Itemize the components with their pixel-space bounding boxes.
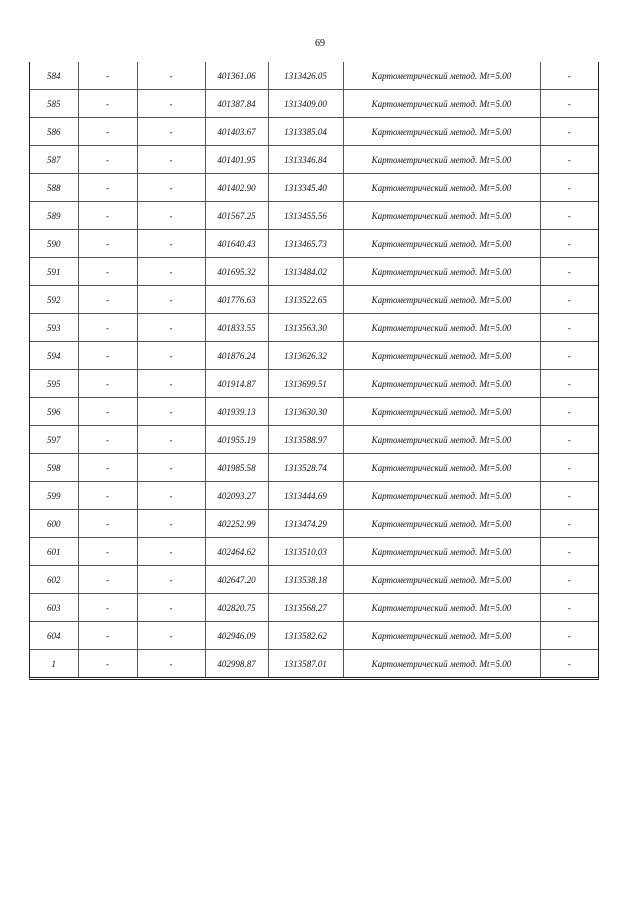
point-number-cell: 585 (30, 90, 78, 118)
table-row (30, 230, 598, 258)
method-cell: Картометрический метод. Mt=5.00 (343, 118, 540, 146)
x-coordinate-cell: 401776.63 (205, 286, 268, 314)
dash-cell-1: - (78, 174, 137, 202)
dash-cell-2: - (137, 510, 205, 538)
point-number-cell: 601 (30, 538, 78, 566)
dash-cell-3: - (540, 314, 598, 342)
dash-cell-2: - (137, 398, 205, 426)
point-number-cell: 594 (30, 342, 78, 370)
dash-cell-1: - (78, 118, 137, 146)
dash-cell-2: - (137, 650, 205, 678)
table-row (30, 482, 598, 510)
y-coordinate-cell: 1313385.04 (268, 118, 343, 146)
x-coordinate-cell: 401939.13 (205, 398, 268, 426)
method-cell: Картометрический метод. Mt=5.00 (343, 594, 540, 622)
dash-cell-1: - (78, 90, 137, 118)
x-coordinate-cell: 402946.09 (205, 622, 268, 650)
dash-cell-1: - (78, 566, 137, 594)
dash-cell-1: - (78, 482, 137, 510)
method-cell: Картометрический метод. Mt=5.00 (343, 650, 540, 678)
point-number-cell: 599 (30, 482, 78, 510)
dash-cell-2: - (137, 482, 205, 510)
table-row (30, 566, 598, 594)
table-row (30, 118, 598, 146)
x-coordinate-cell: 401955.19 (205, 426, 268, 454)
y-coordinate-cell: 1313587.01 (268, 650, 343, 678)
x-coordinate-cell: 401402.90 (205, 174, 268, 202)
dash-cell-2: - (137, 538, 205, 566)
dash-cell-3: - (540, 90, 598, 118)
method-cell: Картометрический метод. Mt=5.00 (343, 482, 540, 510)
table-row (30, 62, 598, 90)
dash-cell-3: - (540, 594, 598, 622)
dash-cell-1: - (78, 426, 137, 454)
x-coordinate-cell: 402647.20 (205, 566, 268, 594)
x-coordinate-cell: 402820.75 (205, 594, 268, 622)
dash-cell-3: - (540, 566, 598, 594)
x-coordinate-cell: 402093.27 (205, 482, 268, 510)
method-cell: Картометрический метод. Mt=5.00 (343, 398, 540, 426)
dash-cell-3: - (540, 118, 598, 146)
table-row (30, 538, 598, 566)
dash-cell-3: - (540, 426, 598, 454)
dash-cell-1: - (78, 594, 137, 622)
coordinates-table (30, 62, 598, 677)
dash-cell-2: - (137, 594, 205, 622)
y-coordinate-cell: 1313588.97 (268, 426, 343, 454)
x-coordinate-cell: 401914.87 (205, 370, 268, 398)
point-number-cell: 596 (30, 398, 78, 426)
table-row (30, 286, 598, 314)
point-number-cell: 587 (30, 146, 78, 174)
table-row (30, 314, 598, 342)
x-coordinate-cell: 401403.67 (205, 118, 268, 146)
table-row (30, 202, 598, 230)
y-coordinate-cell: 1313538.18 (268, 566, 343, 594)
dash-cell-1: - (78, 342, 137, 370)
y-coordinate-cell: 1313426.05 (268, 62, 343, 90)
y-coordinate-cell: 1313510.03 (268, 538, 343, 566)
table-row (30, 174, 598, 202)
y-coordinate-cell: 1313528.74 (268, 454, 343, 482)
point-number-cell: 603 (30, 594, 78, 622)
method-cell: Картометрический метод. Mt=5.00 (343, 258, 540, 286)
table-row (30, 454, 598, 482)
dash-cell-3: - (540, 146, 598, 174)
dash-cell-2: - (137, 566, 205, 594)
y-coordinate-cell: 1313522.65 (268, 286, 343, 314)
y-coordinate-cell: 1313345.40 (268, 174, 343, 202)
y-coordinate-cell: 1313563.30 (268, 314, 343, 342)
x-coordinate-cell: 402464.62 (205, 538, 268, 566)
method-cell: Картометрический метод. Mt=5.00 (343, 230, 540, 258)
table-row (30, 146, 598, 174)
dash-cell-1: - (78, 62, 137, 90)
method-cell: Картометрический метод. Mt=5.00 (343, 370, 540, 398)
method-cell: Картометрический метод. Mt=5.00 (343, 454, 540, 482)
dash-cell-2: - (137, 370, 205, 398)
point-number-cell: 600 (30, 510, 78, 538)
dash-cell-3: - (540, 62, 598, 90)
dash-cell-3: - (540, 650, 598, 678)
method-cell: Картометрический метод. Mt=5.00 (343, 174, 540, 202)
dash-cell-2: - (137, 286, 205, 314)
dash-cell-1: - (78, 314, 137, 342)
point-number-cell: 588 (30, 174, 78, 202)
table-row (30, 510, 598, 538)
dash-cell-3: - (540, 174, 598, 202)
dash-cell-3: - (540, 342, 598, 370)
dash-cell-3: - (540, 230, 598, 258)
x-coordinate-cell: 402252.99 (205, 510, 268, 538)
dash-cell-1: - (78, 510, 137, 538)
point-number-cell: 595 (30, 370, 78, 398)
method-cell: Картометрический метод. Mt=5.00 (343, 510, 540, 538)
table-row (30, 90, 598, 118)
x-coordinate-cell: 401387.84 (205, 90, 268, 118)
dash-cell-2: - (137, 258, 205, 286)
table-row (30, 370, 598, 398)
dash-cell-2: - (137, 426, 205, 454)
table-row (30, 398, 598, 426)
point-number-cell: 597 (30, 426, 78, 454)
table-row (30, 650, 598, 678)
method-cell: Картометрический метод. Mt=5.00 (343, 90, 540, 118)
y-coordinate-cell: 1313568.27 (268, 594, 343, 622)
method-cell: Картометрический метод. Mt=5.00 (343, 426, 540, 454)
point-number-cell: 593 (30, 314, 78, 342)
x-coordinate-cell: 401401.95 (205, 146, 268, 174)
x-coordinate-cell: 401985.58 (205, 454, 268, 482)
dash-cell-3: - (540, 370, 598, 398)
page-number: 69 (315, 38, 325, 49)
dash-cell-2: - (137, 622, 205, 650)
dash-cell-3: - (540, 622, 598, 650)
dash-cell-3: - (540, 510, 598, 538)
dash-cell-1: - (78, 454, 137, 482)
point-number-cell: 1 (30, 650, 78, 678)
method-cell: Картометрический метод. Mt=5.00 (343, 314, 540, 342)
dash-cell-2: - (137, 342, 205, 370)
dash-cell-1: - (78, 230, 137, 258)
dash-cell-1: - (78, 398, 137, 426)
method-cell: Картометрический метод. Mt=5.00 (343, 342, 540, 370)
point-number-cell: 591 (30, 258, 78, 286)
x-coordinate-cell: 401567.25 (205, 202, 268, 230)
dash-cell-2: - (137, 174, 205, 202)
method-cell: Картометрический метод. Mt=5.00 (343, 62, 540, 90)
dash-cell-3: - (540, 538, 598, 566)
dash-cell-2: - (137, 314, 205, 342)
method-cell: Картометрический метод. Mt=5.00 (343, 286, 540, 314)
dash-cell-1: - (78, 622, 137, 650)
point-number-cell: 584 (47, 70, 61, 81)
dash-cell-3: - (540, 286, 598, 314)
coordinates-table-body (30, 62, 598, 677)
y-coordinate-cell: 1313474.29 (268, 510, 343, 538)
dash-cell-3: - (540, 482, 598, 510)
x-coordinate-cell: 401695.32 (205, 258, 268, 286)
y-coordinate-cell: 1313444.69 (268, 482, 343, 510)
method-cell: Картометрический метод. Mt=5.00 (343, 202, 540, 230)
point-number-cell: 589 (30, 202, 78, 230)
method-cell: Картометрический метод. Mt=5.00 (343, 622, 540, 650)
dash-cell-3: - (540, 454, 598, 482)
y-coordinate-cell: 1313582.62 (268, 622, 343, 650)
point-number-cell: 604 (30, 622, 78, 650)
point-number-cell: 592 (30, 286, 78, 314)
y-coordinate-cell: 1313465.73 (268, 230, 343, 258)
x-coordinate-cell: 401640.43 (205, 230, 268, 258)
dash-cell-1: - (78, 538, 137, 566)
dash-cell-1: - (78, 286, 137, 314)
dash-cell-1: - (78, 258, 137, 286)
dash-cell-2: - (137, 146, 205, 174)
y-coordinate-cell: 1313484.02 (268, 258, 343, 286)
x-coordinate-cell: 401361.06 (205, 62, 268, 90)
y-coordinate-cell: 1313626.32 (268, 342, 343, 370)
method-cell: Картометрический метод. Mt=5.00 (343, 566, 540, 594)
y-coordinate-cell: 1313409.00 (268, 90, 343, 118)
x-coordinate-cell: 402998.87 (205, 650, 268, 678)
point-number-cell: 602 (30, 566, 78, 594)
y-coordinate-cell: 1313346.84 (268, 146, 343, 174)
point-number-cell: 586 (30, 118, 78, 146)
dash-cell-2: - (137, 118, 205, 146)
dash-cell-2: - (137, 230, 205, 258)
table-row (30, 342, 598, 370)
x-coordinate-cell: 401876.24 (205, 342, 268, 370)
dash-cell-2: - (137, 454, 205, 482)
y-coordinate-cell: 1313455.56 (268, 202, 343, 230)
coordinates-table-frame (29, 62, 599, 680)
dash-cell-1: - (78, 202, 137, 230)
table-row (30, 258, 598, 286)
dash-cell-1: - (78, 650, 137, 678)
point-number-cell: 590 (30, 230, 78, 258)
y-coordinate-cell: 1313630.30 (268, 398, 343, 426)
dash-cell-3: - (540, 398, 598, 426)
point-number-cell: 598 (30, 454, 78, 482)
dash-cell-2: - (137, 62, 205, 90)
dash-cell-2: - (137, 90, 205, 118)
table-row (30, 426, 598, 454)
dash-cell-1: - (78, 146, 137, 174)
x-coordinate-cell: 401833.55 (205, 314, 268, 342)
table-row (30, 594, 598, 622)
table-row (30, 622, 598, 650)
dash-cell-2: - (137, 202, 205, 230)
dash-cell-1: - (78, 370, 137, 398)
dash-cell-3: - (540, 202, 598, 230)
method-cell: Картометрический метод. Mt=5.00 (343, 538, 540, 566)
method-cell: Картометрический метод. Mt=5.00 (343, 146, 540, 174)
y-coordinate-cell: 1313699.51 (268, 370, 343, 398)
dash-cell-3: - (540, 258, 598, 286)
